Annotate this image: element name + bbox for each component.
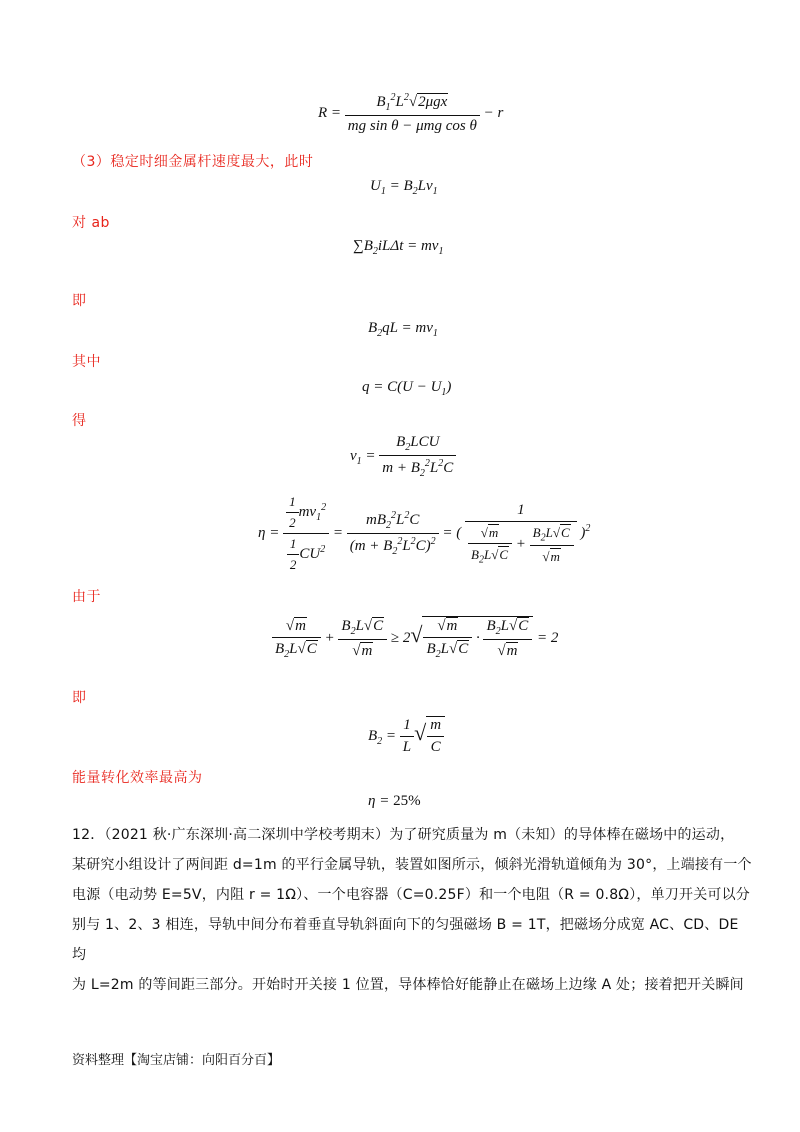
problem-12 bbox=[72, 820, 752, 1000]
label-ji-2: 即 bbox=[72, 690, 87, 706]
eq-u1: $U_1 = B_2Lv_1$ bbox=[370, 178, 438, 197]
problem-12-line-1: 12．（2021 秋·广东深圳·高二深圳中学校考期末）为了研究质量为 m（未知）的导体棒在磁场中的运动， bbox=[72, 827, 735, 843]
label-max-efficiency: 能量转化效率最高为 bbox=[72, 770, 203, 786]
label-for-ab: 对 ab bbox=[72, 215, 110, 231]
eq-b2ql: $B_2qL = mv_1$ bbox=[368, 320, 438, 339]
problem-12-line-2: 某研究小组设计了两间距 d=1m 的平行金属导轨，装置如图所示，倾斜光滑轨道倾角为 30°，上端接有一个 bbox=[72, 857, 752, 873]
label-ji-1: 即 bbox=[72, 293, 87, 309]
formula-r-text bbox=[0, 0, 1, 1]
problem-12-line-3: 电源（电动势 E=5V，内阻 r = 1Ω）、一个电容器（C=0.25F）和一个电阻（R = 0.8Ω），单刀开关可以分 bbox=[72, 887, 751, 903]
label-qizhong: 其中 bbox=[72, 354, 101, 370]
eq-inequality: $\frac{√m}{B_2L√C}$ + $\frac{B_2L√C}{√m}$ ≥ 2√ $\frac{√m}{B_2L√C}$ · $\frac{B_2L√C}{√m}$ = 2 bbox=[272, 616, 558, 660]
eq-q: $q = C(U - U_1)$ bbox=[362, 379, 452, 398]
label-youyu: 由于 bbox=[72, 589, 101, 605]
eq-eta: η = $\frac{1}{2}$ $mv_1^2$ $\frac{1}{2}$ $CU^2$ = $\frac{mB_2^2L^2C}{(m + B_2^2L^2C)^2}$ = ( 1 $\frac{√m}{B_2L√C}$ + $\frac{B_2L√C}{√m}$ )$^2$ bbox=[258, 494, 591, 572]
formula-r: R = $\frac{B_1^2L^2√2\mu gx}{\text{mg sin θ − μmg cos θ}}$ − r bbox=[318, 92, 504, 134]
eq-v1: $v_1$ = $\frac{B_2LCU}{m + B_2^2L^2C}$ bbox=[350, 434, 456, 479]
label-de: 得 bbox=[72, 413, 87, 429]
eq-impulse: $\sum B_2iL\Delta t = mv_1$ bbox=[353, 238, 444, 257]
problem-12-line-4: 别与 1、2、3 相连，导轨中间分布着垂直导轨斜面向下的匀强磁场 B = 1T，把磁场分成宽 AC、CD、DE 均 bbox=[72, 917, 739, 963]
eq-eta-value: η = 25% bbox=[368, 793, 421, 809]
eq-b2: $B_2$ = $\frac{1}{L}$ √ $\frac{m}{C}$ bbox=[368, 716, 445, 756]
step3-label: （3）稳定时细金属杆速度最大，此时 bbox=[72, 154, 314, 170]
problem-12-line-5: 为 L=2m 的等间距三部分。开始时开关接 1 位置，导体棒恰好能静止在磁场上边缘 A 处；接着把开关瞬间 bbox=[72, 977, 744, 993]
footer-source: 资料整理【淘宝店铺：向阳百分百】 bbox=[72, 1053, 281, 1068]
